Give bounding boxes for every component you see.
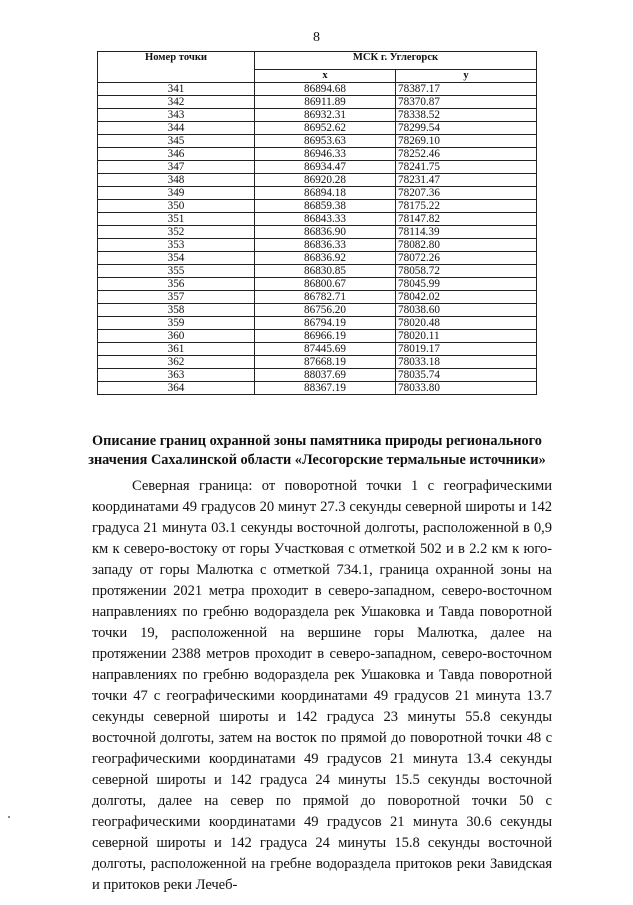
table-row — [98, 239, 537, 252]
y-coordinate-cell: 78042.02 — [396, 291, 537, 304]
x-coordinate-cell: 86920.28 — [255, 174, 396, 187]
x-coordinate-cell: 86946.33 — [255, 148, 396, 161]
coordinate-system-header: МСК г. Углегорск — [255, 52, 537, 70]
y-coordinate-cell: 78387.17 — [396, 83, 537, 96]
point-number-cell: 346 — [98, 148, 255, 161]
table-row — [98, 187, 537, 200]
point-number-cell: 343 — [98, 109, 255, 122]
y-coordinate-cell: 78114.39 — [396, 226, 537, 239]
x-coordinate-cell: 87445.69 — [255, 343, 396, 356]
x-coordinate-cell: 86894.18 — [255, 187, 396, 200]
table-row — [98, 343, 537, 356]
y-coordinate-cell: 78019.17 — [396, 343, 537, 356]
table-row — [98, 96, 537, 109]
y-coordinate-cell: 78370.87 — [396, 96, 537, 109]
x-coordinate-cell: 86836.92 — [255, 252, 396, 265]
point-number-cell: 352 — [98, 226, 255, 239]
table-row — [98, 252, 537, 265]
section-heading — [75, 432, 559, 470]
y-coordinate-cell: 78035.74 — [396, 369, 537, 382]
y-coordinate-cell: 78072.26 — [396, 252, 537, 265]
point-number-cell: 350 — [98, 200, 255, 213]
table-row — [98, 161, 537, 174]
x-coordinate-cell: 86894.68 — [255, 83, 396, 96]
point-number-cell: 356 — [98, 278, 255, 291]
y-coordinate-cell: 78020.48 — [396, 317, 537, 330]
point-number-cell: 342 — [98, 96, 255, 109]
point-number-cell: 345 — [98, 135, 255, 148]
table-row — [98, 356, 537, 369]
scan-speck — [8, 816, 10, 818]
point-number-cell: 344 — [98, 122, 255, 135]
y-column-header: у — [396, 70, 537, 83]
page-number: 8 — [313, 30, 320, 45]
point-number-header: Номер точки — [98, 52, 255, 83]
x-coordinate-cell: 88037.69 — [255, 369, 396, 382]
table-row — [98, 369, 537, 382]
point-number-cell: 360 — [98, 330, 255, 343]
y-coordinate-cell: 78082.80 — [396, 239, 537, 252]
table-row — [98, 382, 537, 395]
y-coordinate-cell: 78338.52 — [396, 109, 537, 122]
x-coordinate-cell: 86952.62 — [255, 122, 396, 135]
x-coordinate-cell: 86800.67 — [255, 278, 396, 291]
table-body — [98, 83, 537, 395]
point-number-cell: 348 — [98, 174, 255, 187]
y-coordinate-cell: 78231.47 — [396, 174, 537, 187]
y-coordinate-cell: 78038.60 — [396, 304, 537, 317]
table-row — [98, 83, 537, 96]
y-coordinate-cell: 78045.99 — [396, 278, 537, 291]
point-number-cell: 351 — [98, 213, 255, 226]
y-coordinate-cell: 78175.22 — [396, 200, 537, 213]
table-row — [98, 213, 537, 226]
table-row — [98, 291, 537, 304]
x-coordinate-cell: 88367.19 — [255, 382, 396, 395]
table-row — [98, 226, 537, 239]
table-row — [98, 317, 537, 330]
y-coordinate-cell: 78207.36 — [396, 187, 537, 200]
body-paragraph: Северная граница: от поворотной точки 1 с географическими координатами 49 градусов 20 минут 27.3 секунды северной широты и 142 градуса 21 минута 03.1 секунды восточной долготы, расположенной в 0,9 км к северо-востоку от горы Участковая с отметкой 502 и в 2.2 км к юго-западу от горы Малютка с отметкой 734.1, граница охранной зоны на протяжении 2021 метра проходит в северо-западном, северо-восточном направлениях по гребню водораздела рек Ушаковка и Тавда поворотной точки 19, расположенной на вершине горы Малютка, далее на протяжении 2388 метров проходит в северо-западном, северо-восточном направлениях по гребню водораздела рек Ушаковка и Тавда поворотной точки 47 с географическими координатами 49 градусов 21 минута 13.7 секунды северной широты и 142 градуса 23 минуты 55.8 секунды восточной долготы, затем на восток по прямой до поворотной точки 48 с географическими координатами 49 градусов 21 минута 13.4 секунды северной широты и 142 градуса 24 минуты 15.5 секунды восточной долготы, далее на север по прямой до поворотной точки 50 с географическими координатами 49 градусов 21 минута 30.6 секунды северной широты и 142 градуса 24 минуты 15.8 секунды восточной долготы, расположенной на гребне водораздела притоков реки Завидская и притоков реки Лечеб- — [92, 478, 552, 893]
y-coordinate-cell: 78033.80 — [396, 382, 537, 395]
point-number-cell: 347 — [98, 161, 255, 174]
y-coordinate-cell: 78033.18 — [396, 356, 537, 369]
point-number-cell: 361 — [98, 343, 255, 356]
point-number-cell: 341 — [98, 83, 255, 96]
x-coordinate-cell: 86911.89 — [255, 96, 396, 109]
table-row — [98, 122, 537, 135]
table-row — [98, 109, 537, 122]
table-row — [98, 304, 537, 317]
point-number-cell: 364 — [98, 382, 255, 395]
table-row — [98, 330, 537, 343]
x-coordinate-cell: 86966.19 — [255, 330, 396, 343]
point-number-cell: 363 — [98, 369, 255, 382]
x-coordinate-cell: 86859.38 — [255, 200, 396, 213]
x-coordinate-cell: 86836.33 — [255, 239, 396, 252]
x-coordinate-cell: 86843.33 — [255, 213, 396, 226]
point-number-cell: 357 — [98, 291, 255, 304]
point-number-cell: 358 — [98, 304, 255, 317]
table-row — [98, 135, 537, 148]
table-row — [98, 278, 537, 291]
section-heading-line-1: Описание границ охранной зоны памятника природы регионального — [92, 433, 542, 449]
table-row — [98, 174, 537, 187]
point-number-cell: 353 — [98, 239, 255, 252]
y-coordinate-cell: 78147.82 — [396, 213, 537, 226]
point-number-cell: 354 — [98, 252, 255, 265]
y-coordinate-cell: 78299.54 — [396, 122, 537, 135]
x-coordinate-cell: 86794.19 — [255, 317, 396, 330]
point-number-cell: 362 — [98, 356, 255, 369]
x-column-header: х — [255, 70, 396, 83]
y-coordinate-cell: 78269.10 — [396, 135, 537, 148]
x-coordinate-cell: 86830.85 — [255, 265, 396, 278]
table-row — [98, 265, 537, 278]
x-coordinate-cell: 86756.20 — [255, 304, 396, 317]
point-number-cell: 349 — [98, 187, 255, 200]
x-coordinate-cell: 86953.63 — [255, 135, 396, 148]
x-coordinate-cell: 87668.19 — [255, 356, 396, 369]
point-number-cell: 355 — [98, 265, 255, 278]
x-coordinate-cell: 86836.90 — [255, 226, 396, 239]
section-heading-line-2: значения Сахалинской области «Лесогорские термальные источники» — [88, 452, 546, 468]
coordinates-table — [97, 51, 537, 395]
table-row — [98, 200, 537, 213]
x-coordinate-cell: 86782.71 — [255, 291, 396, 304]
y-coordinate-cell: 78058.72 — [396, 265, 537, 278]
x-coordinate-cell: 86932.31 — [255, 109, 396, 122]
point-number-cell: 359 — [98, 317, 255, 330]
y-coordinate-cell: 78020.11 — [396, 330, 537, 343]
y-coordinate-cell: 78241.75 — [396, 161, 537, 174]
table-row — [98, 148, 537, 161]
y-coordinate-cell: 78252.46 — [396, 148, 537, 161]
x-coordinate-cell: 86934.47 — [255, 161, 396, 174]
